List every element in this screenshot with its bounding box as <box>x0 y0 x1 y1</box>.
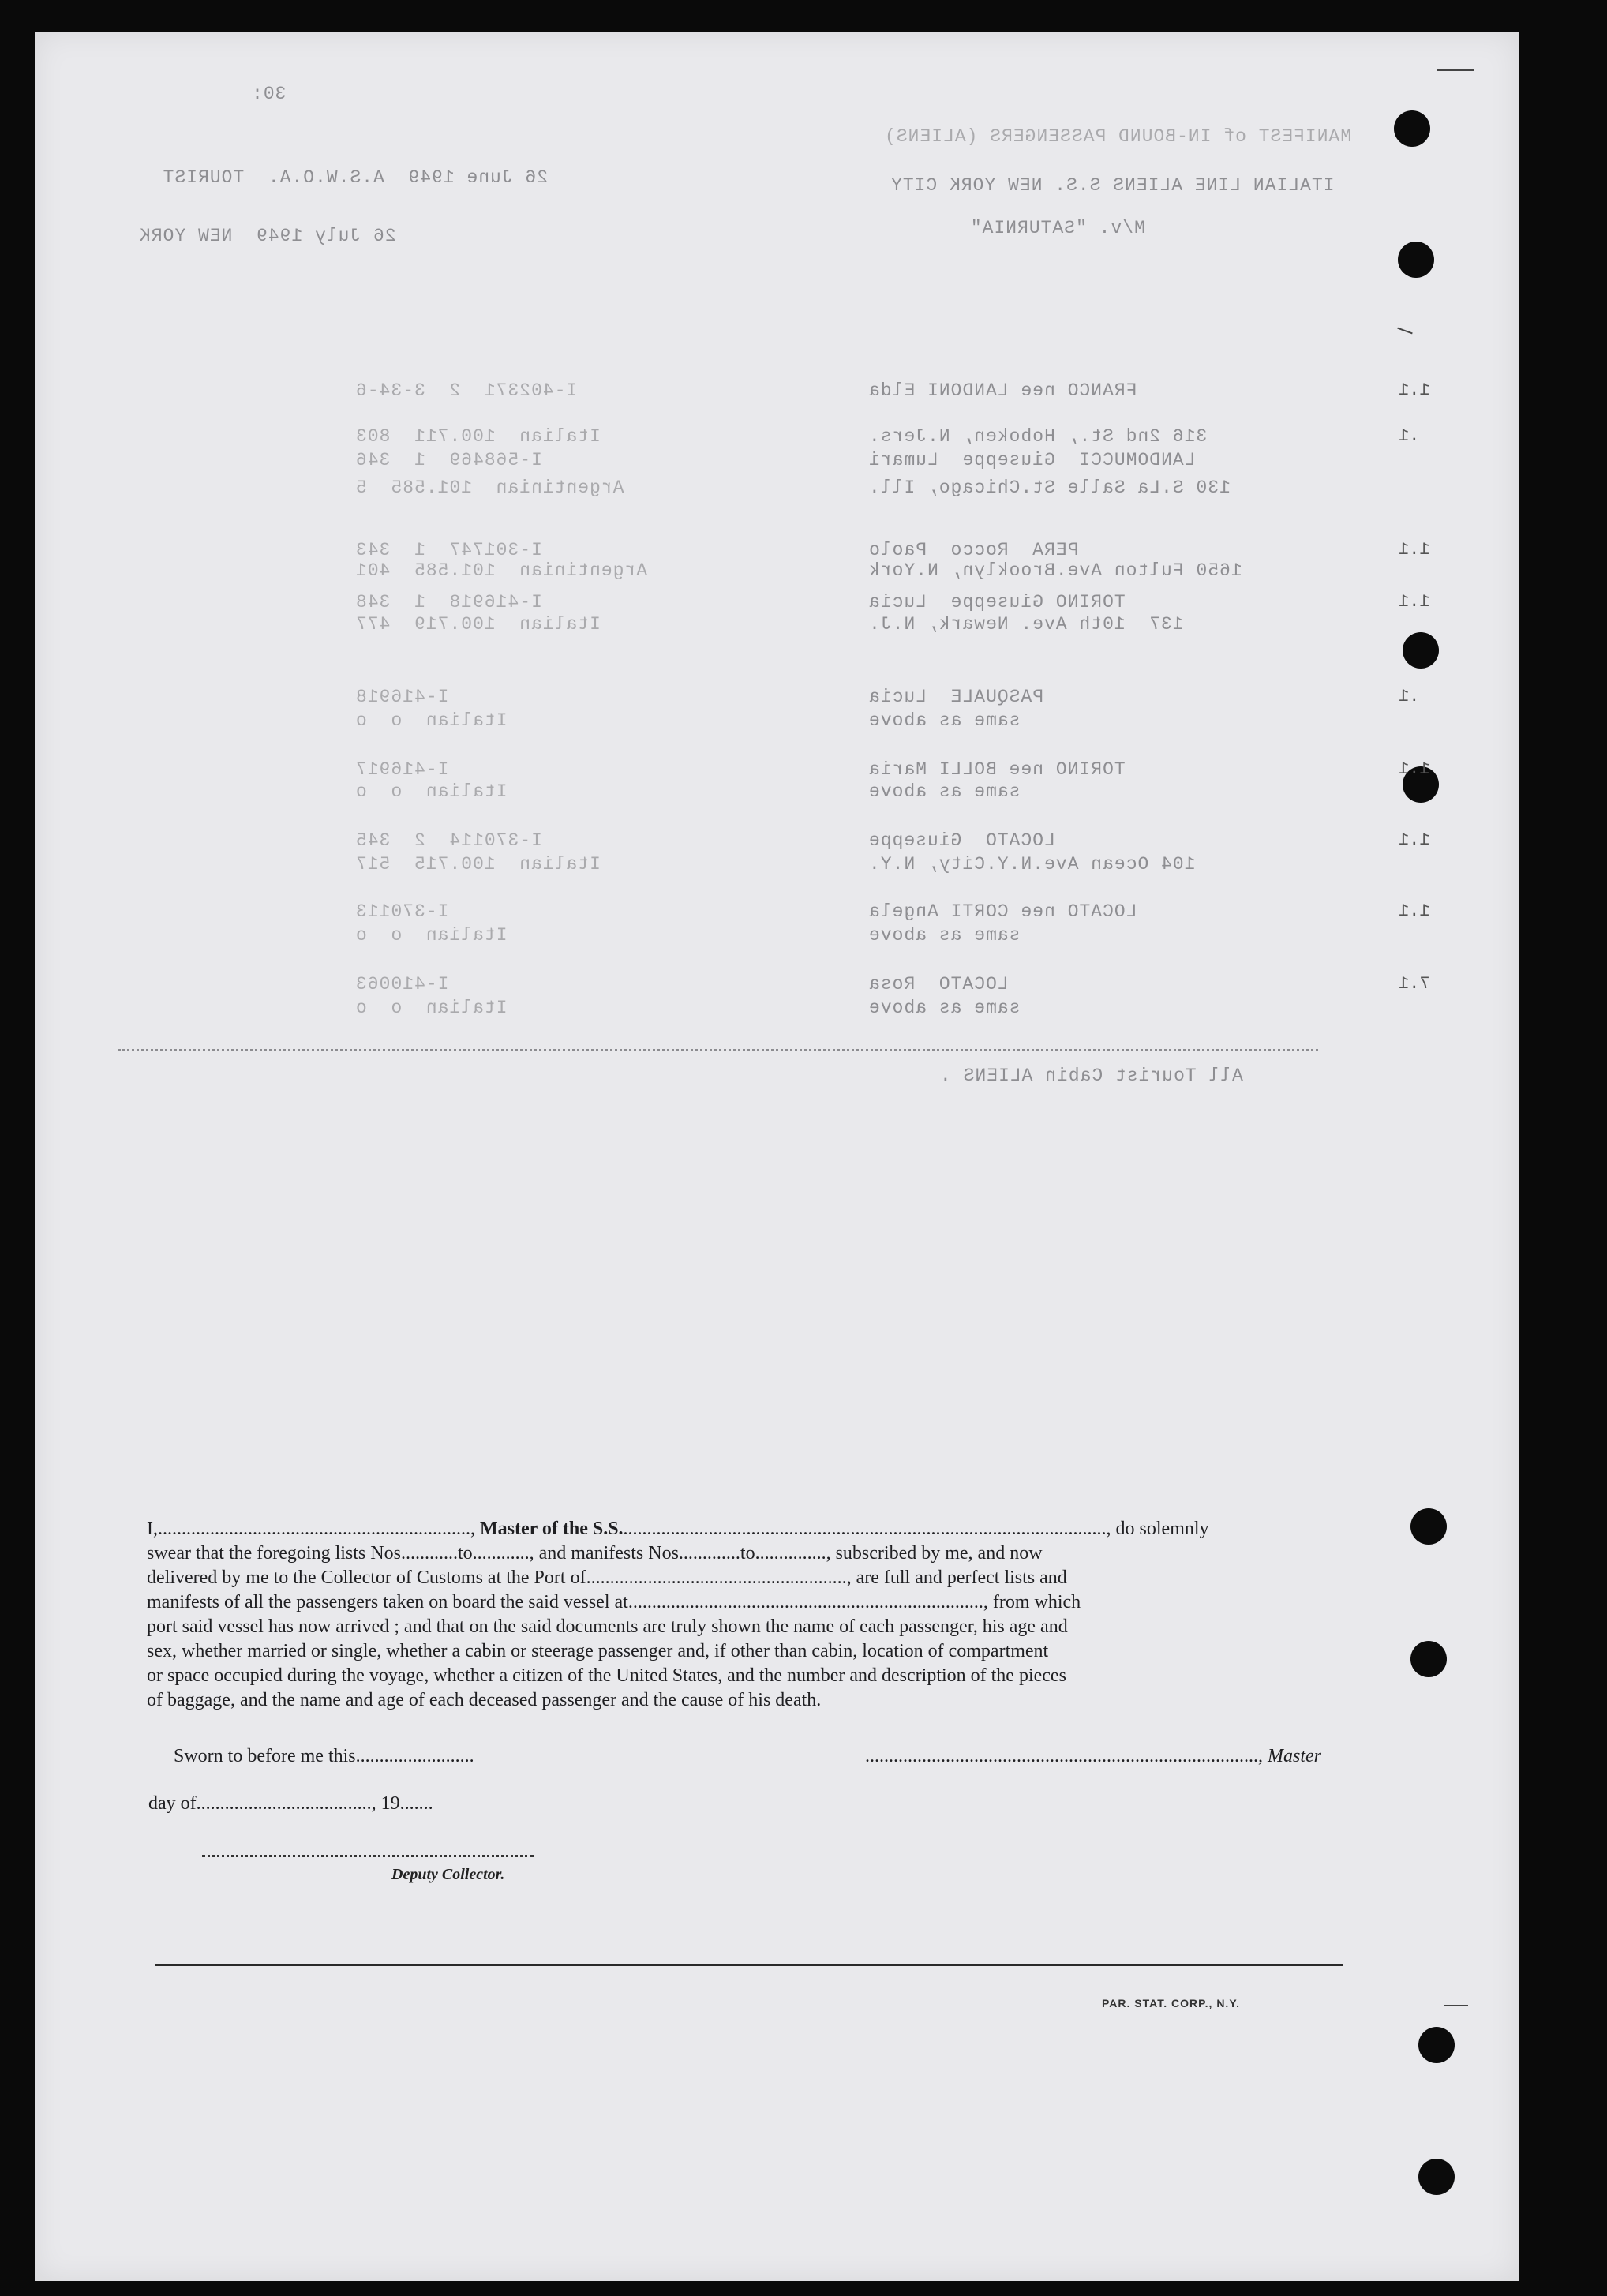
manifest-page <box>35 32 1519 2281</box>
decl-master-word: Master <box>480 1519 538 1539</box>
bleed-row-name: FRANCO nee LANDONI Elda <box>868 380 1137 401</box>
bleed-header-line4-left: 26 July 1949 NEW YORK <box>139 226 396 246</box>
bleed-row-name: LOCATO Rosa <box>868 974 1009 994</box>
bleed-row-name: LANDOMUCCI Giuseppe Lumari <box>868 450 1196 470</box>
bleed-row-values: I-402371 2 3-34-6 <box>355 380 578 401</box>
decl-l2-c: , and manifests Nos <box>529 1543 679 1564</box>
port-dots[interactable]: ....................................................... <box>586 1567 847 1588</box>
ship-name-dots[interactable]: ...................................................................................................... <box>623 1519 1107 1539</box>
year-dots[interactable]: ....... <box>399 1793 433 1814</box>
bleed-footer: All Tourist Cabin ALIENS . <box>939 1066 1243 1086</box>
decl-i: I, <box>147 1519 158 1539</box>
bleed-row-mark: 1.1 <box>1399 540 1430 560</box>
bleed-row-name: TORINO Giuseppe Lucia <box>868 592 1126 612</box>
decl-of-ss: of the S.S. <box>537 1519 624 1539</box>
manifests-to-dots[interactable]: ............... <box>755 1543 826 1564</box>
punch-hole <box>1410 1508 1447 1545</box>
day-of-text: day of <box>148 1793 197 1814</box>
bleed-row-values: I-416918 1 348 <box>355 592 542 612</box>
bleed-row-name: LOCATO nee CORTI Angela <box>868 901 1137 922</box>
punch-hole <box>1418 2159 1455 2195</box>
punch-hole <box>1403 632 1439 669</box>
bleed-row-values: I-416917 <box>355 759 449 780</box>
bleed-row-name: PERA Rocco Paolo <box>868 540 1079 560</box>
decl-l8: of baggage, and the name and age of each deceased passenger and the cause of his death. <box>147 1690 822 1710</box>
bleed-row-values: Italian o o <box>355 710 508 731</box>
master-name-dots[interactable]: .................................................................. <box>158 1519 470 1539</box>
bleed-row-name: 316 2nd St., Hoboken, N.Jers. <box>868 426 1208 447</box>
bleed-row-values: Italian o o <box>355 925 508 946</box>
sworn-date-dots[interactable]: ......................... <box>355 1746 474 1766</box>
master-signature-line <box>865 1746 1321 1767</box>
printer-imprint: PAR. STAT. CORP., N.Y. <box>1102 1997 1240 2009</box>
bleed-row-name: same as above <box>868 710 1021 731</box>
decl-l3-a: delivered by me to the Collector of Customs at the Port of <box>147 1567 586 1588</box>
bleed-separator <box>118 1049 1318 1051</box>
year-prefix: , 19 <box>371 1793 400 1814</box>
bleed-row-name: 1650 Fulton Ave.Brooklyn, N.York <box>868 560 1242 581</box>
decl-l3-b: , are full and perfect lists and <box>846 1567 1067 1588</box>
bleed-row-mark: 7.1 <box>1399 974 1430 994</box>
bleed-row-name: TORINO nee BOLLI Maria <box>868 759 1126 780</box>
edge-tick <box>1444 2005 1468 2006</box>
decl-l5: port said vessel has now arrived ; and that on the said documents are truly shown the name of each passenger, his age and <box>147 1616 1068 1637</box>
bleed-row-mark: .1 <box>1399 687 1420 706</box>
decl-l4-b: , from which <box>983 1592 1081 1612</box>
bleed-row-mark: 1.1 <box>1399 380 1430 400</box>
master-signature-dots[interactable]: ................................................................................... <box>865 1746 1258 1766</box>
master-suffix: , Master <box>1258 1746 1321 1766</box>
bleed-row-values: Argentinian 101.585 401 <box>355 560 648 581</box>
bleed-row-values: Italian 100.711 803 <box>355 426 601 447</box>
sworn-line <box>174 1746 474 1767</box>
bleed-row-values: Italian 100.719 477 <box>355 614 601 635</box>
bleed-row-values: I-410063 <box>355 974 449 994</box>
decl-l6: sex, whether married or single, whether a cabin or steerage passenger and, if other than cabin, location of compartment <box>147 1641 1049 1661</box>
decl-l2-d: to <box>740 1543 755 1564</box>
bleed-row-values: I-568469 1 346 <box>355 450 542 470</box>
bleed-header-line2: MANIFEST of IN-BOUND PASSENGERS (ALIENS) <box>884 126 1352 147</box>
decl-l4-a: manifests of all the passengers taken on board the said vessel at <box>147 1592 628 1612</box>
bleed-row-name: PASQUALE Lucia <box>868 687 1044 707</box>
bleed-header-line1: 30: <box>251 84 287 104</box>
decl-l7: or space occupied during the voyage, whether a citizen of the United States, and the number and description of the pieces <box>147 1665 1066 1686</box>
declaration-block <box>147 1517 1354 1713</box>
sworn-text: Sworn to before me this <box>174 1746 356 1766</box>
bleed-row-mark: 1.1 <box>1399 759 1430 779</box>
punch-hole <box>1398 242 1434 278</box>
bleed-row-mark: 1.1 <box>1399 901 1430 921</box>
bleed-row-name: 130 S.La Salle St.Chicago, Ill. <box>868 478 1231 498</box>
bleed-header-line3-left: 26 June 1949 A.S.W.O.A. TOURIST <box>139 167 549 188</box>
punch-hole <box>1418 2027 1455 2063</box>
decl-l2-a: swear that the foregoing lists Nos <box>147 1543 401 1564</box>
bleed-row-mark: .1 <box>1399 426 1420 446</box>
decl-l1-end: , do solemnly <box>1106 1519 1209 1539</box>
bleed-row-name: same as above <box>868 998 1021 1018</box>
punch-hole <box>1394 110 1430 147</box>
decl-comma: , <box>470 1519 480 1539</box>
decl-l2-b: to <box>457 1543 473 1564</box>
bleed-row-values: Italian o o <box>355 781 508 802</box>
bleed-row-values: Italian 100.715 517 <box>355 854 601 875</box>
bleed-row-name: LOCATO Giuseppe <box>868 830 1055 851</box>
deputy-signature-dots[interactable] <box>202 1855 534 1857</box>
bleed-row-name: 137 10th Ave. Newark, N.J. <box>868 614 1184 635</box>
bleed-row-values: Italian o o <box>355 998 508 1018</box>
bleed-row-mark: 1.1 <box>1399 592 1430 612</box>
bleed-row-values: I-370113 <box>355 901 449 922</box>
departure-port-dots[interactable]: ........................................................................... <box>627 1592 983 1612</box>
decl-l2-e: , subscribed by me, and now <box>826 1543 1043 1564</box>
bleed-header-line3-right: ITALIAN LINE ALIENS S.S. NEW YORK CITY <box>890 175 1335 196</box>
punch-hole <box>1410 1641 1447 1677</box>
lists-from-dots[interactable]: ............ <box>400 1543 458 1564</box>
day-line <box>148 1793 433 1815</box>
bleed-row-mark: 1.1 <box>1399 830 1430 850</box>
bleed-row-values: I-370114 2 345 <box>355 830 542 851</box>
deputy-collector-label: Deputy Collector. <box>391 1866 505 1883</box>
bleed-row-name: 104 Ocean Ave.N.Y.City, N.Y. <box>868 854 1196 875</box>
manifests-from-dots[interactable]: ............. <box>678 1543 740 1564</box>
bleed-row-values: I-301747 1 343 <box>355 540 542 560</box>
day-of-dots[interactable]: ..................................... <box>196 1793 372 1814</box>
bleed-row-name: same as above <box>868 781 1021 802</box>
edge-tick <box>1437 69 1474 71</box>
lists-to-dots[interactable]: ............ <box>472 1543 530 1564</box>
bleed-row-name: same as above <box>868 925 1021 946</box>
bottom-rule <box>155 1964 1343 1966</box>
bleed-row-values: I-416918 <box>355 687 449 707</box>
bleed-header-line4-right: M/v. "SATURNIA" <box>958 218 1145 238</box>
bleed-row-values: Argentinian 101.585 5 <box>355 478 624 498</box>
